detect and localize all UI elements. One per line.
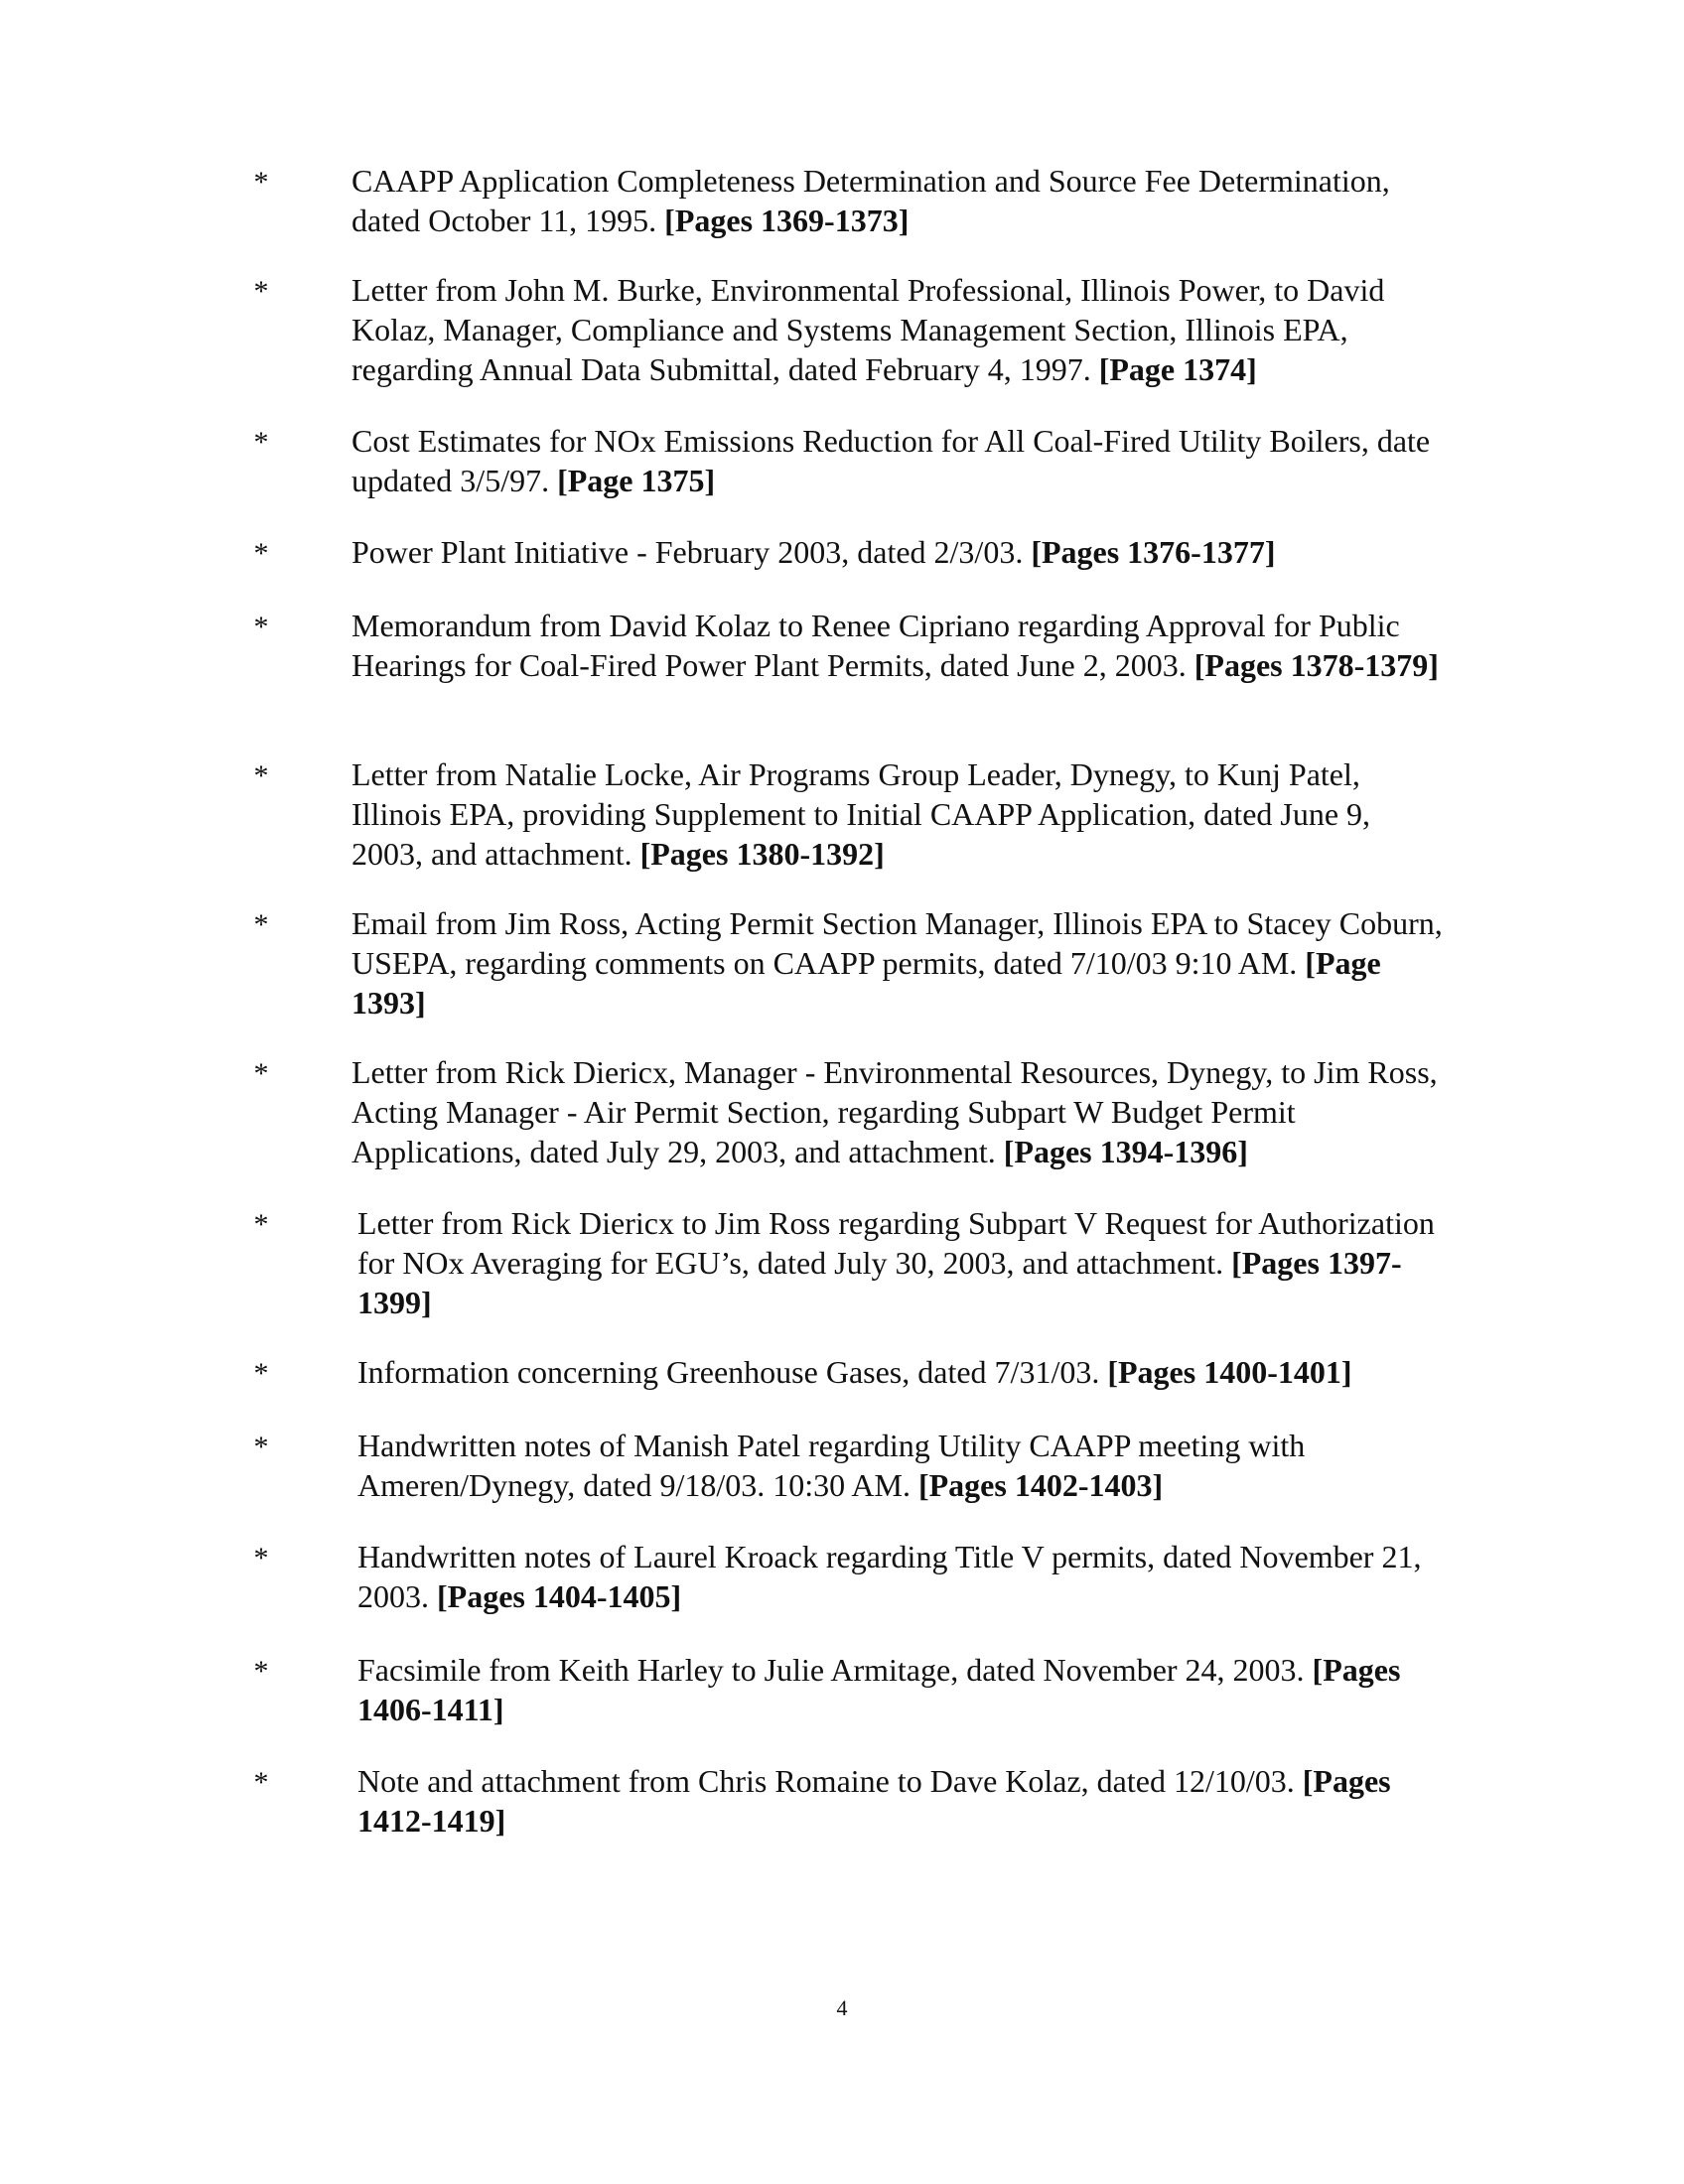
entry-description: Power Plant Initiative - February 2003, dated 2/3/03. — [351, 534, 1032, 570]
entry-text — [351, 270, 1444, 389]
entry-description: Handwritten notes of Laurel Kroack regarding Title V permits, dated November 21, 2003. — [357, 1539, 1422, 1614]
entry-description: Letter from Natalie Locke, Air Programs Group Leader, Dynegy, to Kunj Patel, Illinois EPA, providing Supplement to Initial CAAPP Application, dated June 9, 2003, and attachment. — [351, 756, 1371, 872]
entry-text — [351, 161, 1444, 240]
entry-text — [351, 606, 1444, 685]
entry-description: Cost Estimates for NOx Emissions Reduction for All Coal-Fired Utility Boilers, date updated 3/5/97. — [351, 423, 1431, 498]
entry-description: Letter from John M. Burke, Environmental Professional, Illinois Power, to David Kolaz, Manager, Compliance and Systems Management Section, Illinois EPA, regarding Annual Data Submittal, dated February 4, 1997. — [351, 272, 1385, 387]
page-reference: [Pages 1402-1403] — [917, 1467, 1164, 1503]
entry-text — [357, 1203, 1450, 1322]
entry-text — [351, 754, 1444, 874]
page-reference: [Pages 1369-1373] — [664, 203, 910, 238]
entry-text — [357, 1650, 1450, 1729]
entry-text — [357, 1352, 1450, 1392]
page-reference: [Pages 1397-1399] — [357, 1245, 1402, 1320]
bullet-marker: * — [253, 1766, 269, 1799]
bullet-marker: * — [253, 537, 269, 570]
bullet-marker: * — [253, 908, 269, 941]
bullet-marker: * — [253, 275, 269, 308]
page-reference: [Pages 1404-1405] — [437, 1578, 682, 1614]
bullet-marker: * — [253, 166, 269, 199]
entry-description: Memorandum from David Kolaz to Renee Cipriano regarding Approval for Public Hearings for Coal-Fired Power Plant Permits, dated June 2, 2003. — [351, 608, 1400, 683]
entry-description: Note and attachment from Chris Romaine to Dave Kolaz, dated 12/10/03. — [357, 1763, 1303, 1799]
entry-description: Letter from Rick Diericx, Manager - Environmental Resources, Dynegy, to Jim Ross, Acting Manager - Air Permit Section, regarding Subpart W Budget Permit Applications, dated July 29, 2003, and attachment. — [351, 1054, 1438, 1169]
page-reference: [Page 1393] — [351, 945, 1381, 1021]
page-reference: [Pages 1400-1401] — [1107, 1354, 1352, 1390]
bullet-marker: * — [253, 1357, 269, 1390]
page-reference: [Pages 1394-1396] — [1003, 1134, 1248, 1169]
bullet-marker: * — [253, 426, 269, 459]
page-reference: [Pages 1378-1379] — [1193, 647, 1439, 683]
page-reference: [Pages 1412-1419] — [357, 1763, 1391, 1839]
entry-description: Handwritten notes of Manish Patel regarding Utility CAAPP meeting with Ameren/Dynegy, dated 9/18/03. 10:30 AM. — [357, 1428, 1306, 1503]
bullet-marker: * — [253, 759, 269, 792]
entry-text — [351, 1052, 1444, 1171]
bullet-marker: * — [253, 611, 269, 643]
page-reference: [Pages 1380-1392] — [639, 836, 885, 872]
page-reference: [Page 1374] — [1098, 351, 1257, 387]
entry-text — [351, 903, 1444, 1023]
bullet-marker: * — [253, 1542, 269, 1574]
page-reference: [Page 1375] — [557, 463, 716, 498]
entry-description: CAAPP Application Completeness Determination and Source Fee Determination, dated October 11, 1995. — [351, 163, 1390, 238]
entry-text — [351, 532, 1444, 572]
page-number: 4 — [836, 1995, 848, 2020]
entry-description: Facsimile from Keith Harley to Julie Armitage, dated November 24, 2003. — [357, 1652, 1313, 1688]
entry-description: Information concerning Greenhouse Gases, dated 7/31/03. — [357, 1354, 1108, 1390]
entry-description: Letter from Rick Diericx to Jim Ross regarding Subpart V Request for Authorization for NOx Averaging for EGU’s, dated July 30, 2003, and attachment. — [357, 1205, 1435, 1281]
bullet-marker: * — [253, 1057, 269, 1090]
entry-text — [357, 1537, 1450, 1616]
entry-text — [351, 421, 1444, 500]
entry-description: Email from Jim Ross, Acting Permit Section Manager, Illinois EPA to Stacey Coburn, USEPA, regarding comments on CAAPP permits, dated 7/10/03 9:10 AM. — [351, 905, 1443, 981]
bullet-marker: * — [253, 1655, 269, 1688]
page-reference: [Pages 1406-1411] — [357, 1652, 1401, 1727]
bullet-marker: * — [253, 1431, 269, 1463]
bullet-marker: * — [253, 1208, 269, 1241]
entry-text — [357, 1761, 1450, 1841]
page-reference: [Pages 1376-1377] — [1031, 534, 1276, 570]
entry-text — [357, 1426, 1450, 1505]
